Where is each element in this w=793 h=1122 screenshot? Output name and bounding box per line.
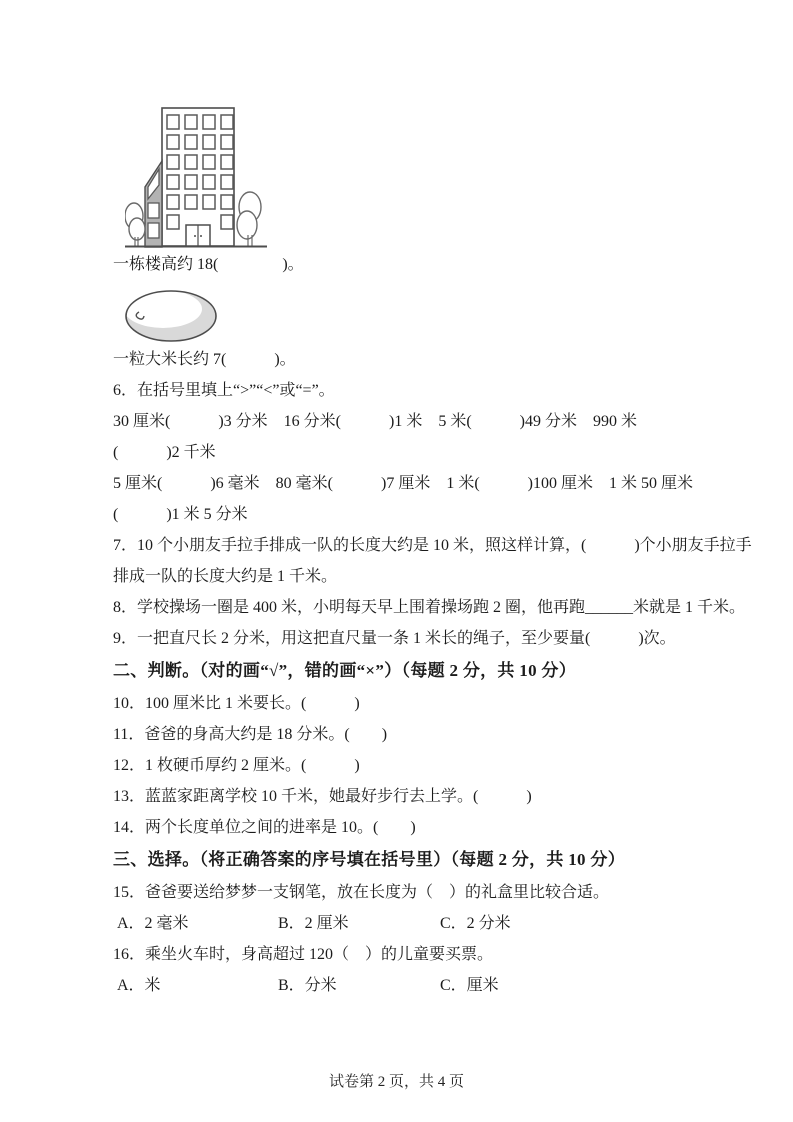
judge-item-11: 11．爸爸的身高大约是 18 分米。( ) (113, 726, 388, 743)
option-b: B．2 厘米 (278, 915, 349, 932)
question-6-line: ( )1 米 5 分米 (113, 506, 248, 523)
option-b: B．分米 (278, 977, 337, 994)
judge-item-12: 12．1 枚硬币厚约 2 厘米。( ) (113, 757, 360, 774)
building-annex (145, 161, 162, 247)
section-3-title: 三、选择。（将正确答案的序号填在括号里）（每题 2 分，共 10 分） (113, 850, 625, 869)
question-16-stem: 16．乘坐火车时，身高超过 120（ ）的儿童要买票。 (113, 946, 494, 963)
page-footer: 试卷第 2 页，共 4 页 (328, 1074, 464, 1090)
question-6-stem: 6．在括号里填上“>”“<”或“=”。 (113, 382, 335, 399)
option-a: A．2 毫米 (117, 915, 189, 932)
building-caption: 一栋楼高约 18( )。 (113, 256, 304, 273)
rice-caption: 一粒大米长约 7( )。 (113, 351, 296, 368)
question-15-stem: 15．爸爸要送给梦梦一支钢笔，放在长度为（ ）的礼盒里比较合适。 (113, 884, 610, 901)
option-a: A．米 (117, 977, 161, 994)
building-door (186, 225, 210, 246)
question-6-line: ( )2 千米 (113, 444, 216, 461)
question-8: 8．学校操场一圈是 400 米，小明每天早上围着操场跑 2 圈，他再跑______米就是 1 千米。 (113, 599, 746, 616)
question-16-options (113, 970, 686, 1001)
option-c: C．2 分米 (440, 915, 511, 932)
option-c: C．厘米 (440, 977, 499, 994)
left-tree (125, 203, 145, 246)
question-6-line: 5 厘米( )6 毫米 80 毫米( )7 厘米 1 米( )100 厘米 1 米 50 厘米 (113, 475, 693, 492)
question-7-line: 7．10 个小朋友手拉手排成一队的长度大约是 10 米，照这样计算，( )个小朋友手拉手 (113, 537, 752, 554)
judge-item-14: 14．两个长度单位之间的进率是 10。( ) (113, 819, 416, 836)
section-2-title: 二、判断。（对的画“√”，错的画“×”）（每题 2 分，共 10 分） (113, 661, 577, 680)
exam-content (113, 0, 752, 1001)
right-tree (237, 192, 261, 246)
question-9: 9．一把直尺长 2 分米，用这把直尺量一条 1 米长的绳子，至少要量( )次。 (113, 630, 676, 647)
judge-item-13: 13．蓝蓝家距离学校 10 千米，她最好步行去上学。( ) (113, 788, 532, 805)
question-7-line: 排成一队的长度大约是 1 千米。 (113, 568, 338, 585)
question-6-line: 30 厘米( )3 分米 16 分米( )1 米 5 米( )49 分米 990 米 (113, 413, 637, 430)
rice-grain-illustration (123, 288, 219, 344)
question-15-options (113, 908, 686, 939)
judge-item-10: 10．100 厘米比 1 米要长。( ) (113, 695, 360, 712)
building-illustration (125, 103, 267, 249)
